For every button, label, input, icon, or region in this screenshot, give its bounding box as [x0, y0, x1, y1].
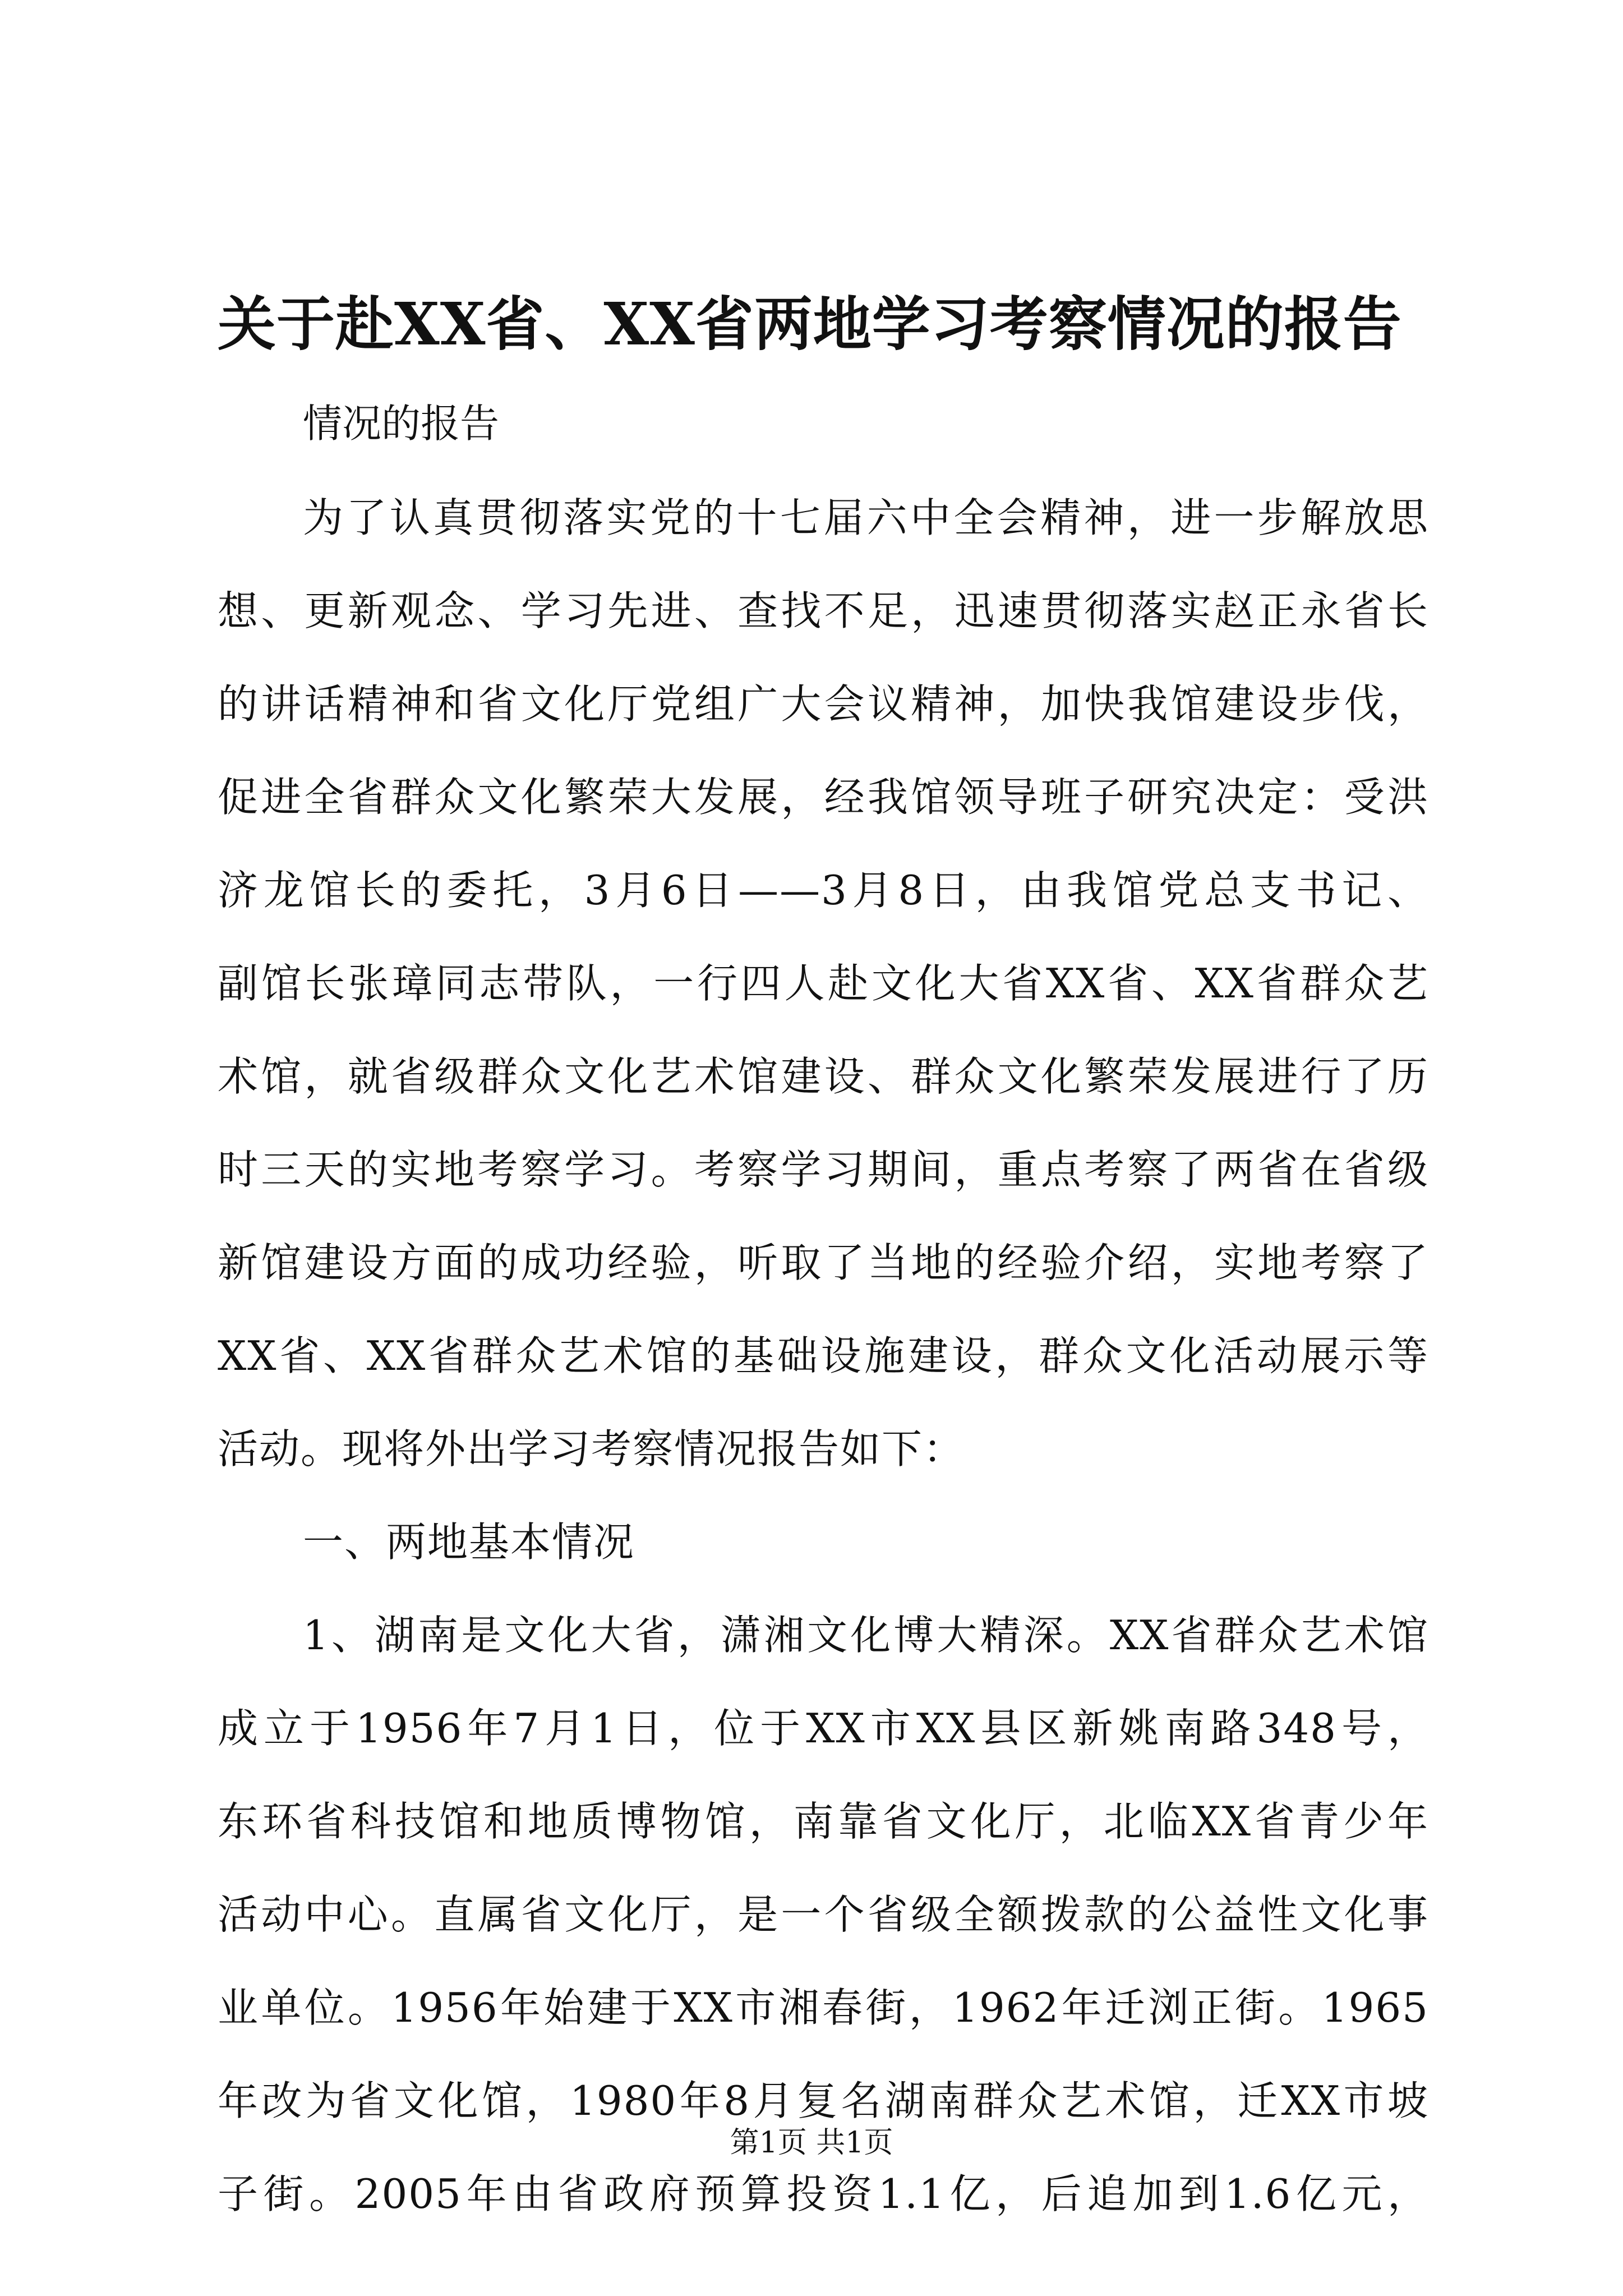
- paragraph-line: 为了认真贯彻落实党的十七届六中全会精神，进一步解放思: [303, 494, 1429, 541]
- section-heading: 一、两地基本情况: [303, 1519, 635, 1566]
- paragraph-line: 子街。2005年由省政府预算投资1.1亿，后追加到1.6亿元，: [218, 2170, 1429, 2217]
- paragraph-line: 成立于1956年7月1日，位于XX市XX县区新姚南路348号，: [218, 1705, 1429, 1752]
- paragraph-line: 业单位。1956年始建于XX市湘春街，1962年迁浏正街。1965: [218, 1984, 1429, 2031]
- paragraph-line: 想、更新观念、学习先进、查找不足，迅速贯彻落实赵正永省长: [218, 587, 1429, 634]
- document-title: 关于赴XX省、XX省两地学习考察情况的报告: [218, 289, 1402, 358]
- page-footer: 第1页 共1页: [730, 2126, 893, 2160]
- paragraph-line: XX省、XX省群众艺术馆的基础设施建设，群众文化活动展示等: [218, 1332, 1429, 1379]
- paragraph-line: 新馆建设方面的成功经验，听取了当地的经验介绍，实地考察了: [218, 1239, 1429, 1286]
- document-body: [218, 471, 1429, 2240]
- paragraph-line: 活动中心。直属省文化厅，是一个省级全额拨款的公益性文化事: [218, 1891, 1429, 1938]
- paragraph-line: 1、湖南是文化大省，潇湘文化博大精深。XX省群众艺术馆: [303, 1612, 1429, 1659]
- paragraph-line: 济龙馆长的委托，3月6日——3月8日，由我馆党总支书记、: [218, 867, 1429, 914]
- paragraph-line: 时三天的实地考察学习。考察学习期间，重点考察了两省在省级: [218, 1146, 1429, 1193]
- paragraph-line: 活动。现将外出学习考察情况报告如下：: [218, 1425, 965, 1473]
- paragraph-line: 的讲话精神和省文化厅党组广大会议精神，加快我馆建设步伐，: [218, 680, 1429, 728]
- paragraph-line: 术馆，就省级群众文化艺术馆建设、群众文化繁荣发展进行了历: [218, 1053, 1429, 1100]
- paragraph-line: 促进全省群众文化繁荣大发展，经我馆领导班子研究决定：受洪: [218, 774, 1429, 821]
- paragraph-line: 年改为省文化馆，1980年8月复名湖南群众艺术馆，迁XX市坡: [218, 2077, 1429, 2124]
- document-subtitle: 情况的报告: [303, 401, 499, 447]
- paragraph-line: 副馆长张璋同志带队，一行四人赴文化大省XX省、XX省群众艺: [218, 960, 1429, 1007]
- paragraph-line: 东环省科技馆和地质博物馆，南靠省文化厅，北临XX省青少年: [218, 1798, 1429, 1845]
